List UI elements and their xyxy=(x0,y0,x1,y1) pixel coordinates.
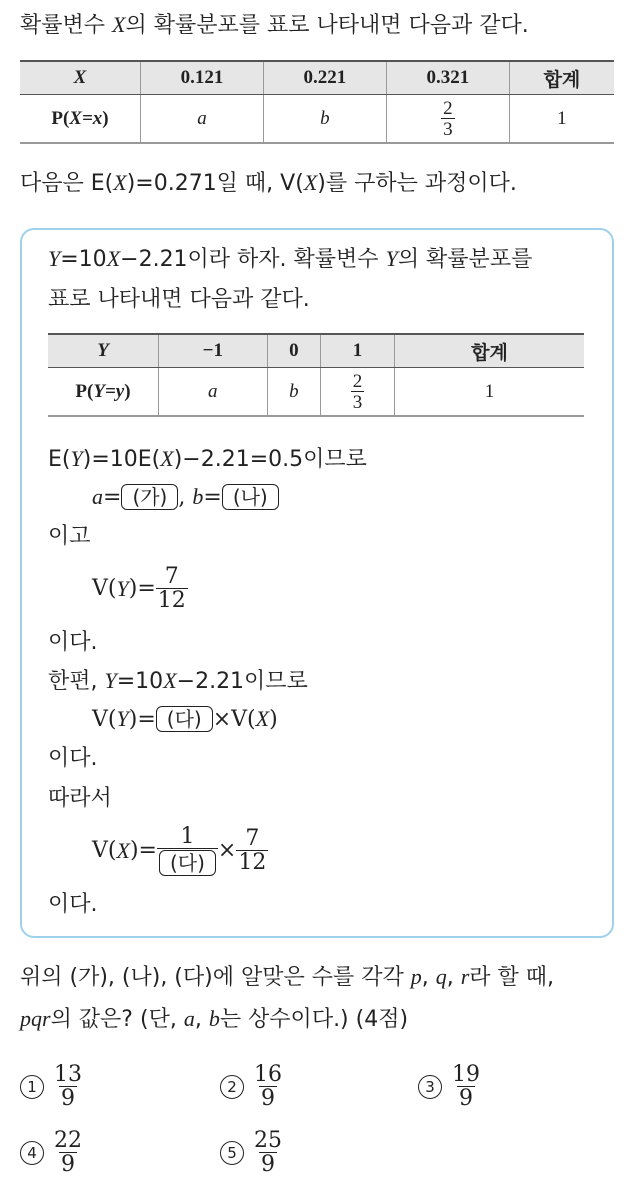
question-line-1: 위의 (가), (나), (다)에 알맞은 수를 각각 p, q, r라 할 때, xyxy=(20,964,555,990)
choice-4[interactable] xyxy=(20,1130,84,1176)
table-x-header-2: 0.221 xyxy=(263,61,386,95)
table-x-row-label: P(X=x) xyxy=(20,95,141,144)
choice-number: 2 xyxy=(220,1075,244,1099)
ida-text-1: 이다. xyxy=(48,630,98,655)
table-y-cell-b: b xyxy=(267,368,320,417)
table-y-cell-frac xyxy=(321,368,395,417)
fraction: $\frac{7}{12}$ xyxy=(157,564,186,613)
variance-relation-line: V(Y)= (다) ×V(X) xyxy=(92,706,278,732)
fraction: $\frac{1}{\text{(다)}}$ xyxy=(157,826,218,876)
meanwhile-line: 한편, Y=10X−2.21이므로 xyxy=(48,668,308,694)
distribution-table-y xyxy=(48,333,584,417)
process-intro-text: 다음은 E(X)=0.271일 때, V(X)를 구하는 과정이다. xyxy=(20,170,517,196)
blank-da: (다) xyxy=(156,706,213,732)
table-x-cell-total: 1 xyxy=(509,95,614,144)
distribution-table-x xyxy=(20,60,614,144)
choice-3[interactable] xyxy=(418,1064,482,1110)
table-y-header-total: 합계 xyxy=(394,334,584,368)
intro-pre: 확률변수 xyxy=(20,13,113,38)
table-y-header-row xyxy=(48,334,584,368)
box-line-1: Y=10X−2.21이라 하자. 확률변수 Y의 확률분포를 xyxy=(48,246,533,272)
table-x-cell-a: a xyxy=(141,95,264,144)
intro-post: 의 확률분포를 표로 나타내면 다음과 같다. xyxy=(125,13,529,38)
fraction: $\frac{22}{9}$ xyxy=(54,1128,82,1177)
fraction: $\frac{19}{9}$ xyxy=(452,1062,480,1111)
question-line-2: pqr의 값은? (단, a, b는 상수이다.) (4점) xyxy=(20,1006,409,1032)
table-y-header-2: 0 xyxy=(267,334,320,368)
fraction: $\frac{2}{3}$ xyxy=(443,97,453,140)
blank-ga: (가) xyxy=(121,484,178,510)
igo-text: 이고 xyxy=(48,524,91,549)
table-y-header-3: 1 xyxy=(321,334,395,368)
box-line-2: 표로 나타내면 다음과 같다. xyxy=(48,287,310,312)
variance-x-line: V( X )= $\frac{1}{\text{(다)}}$ × $\frac{7}{12}$ xyxy=(92,824,267,875)
ab-blanks-line: a= (가) , b= (나) xyxy=(92,484,279,511)
table-x-header-row xyxy=(20,61,614,95)
fraction: $\frac{25}{9}$ xyxy=(254,1128,282,1177)
intro-var: X xyxy=(112,12,126,37)
table-x-header-var: X xyxy=(20,61,141,95)
table-x-cell-frac xyxy=(386,95,509,144)
therefore-text: 따라서 xyxy=(48,786,112,811)
fraction: $\frac{7}{12}$ xyxy=(238,826,267,875)
ida-text-2: 이다. xyxy=(48,746,98,771)
choice-number: 5 xyxy=(220,1141,244,1165)
choice-number: 4 xyxy=(20,1141,44,1165)
choice-2[interactable] xyxy=(220,1064,284,1110)
table-y-prob-row xyxy=(48,368,584,417)
choice-number: 1 xyxy=(20,1075,44,1099)
table-x-cell-b: b xyxy=(263,95,386,144)
blank-na: (나) xyxy=(222,484,279,510)
variance-y-line: V( Y )= $\frac{7}{12}$ xyxy=(92,564,186,613)
expectation-line: E(Y)=10E(X)−2.21=0.5이므로 xyxy=(48,446,367,472)
table-y-cell-total: 1 xyxy=(394,368,584,417)
table-y-header-var: Y xyxy=(48,334,159,368)
fraction: $\frac{13}{9}$ xyxy=(54,1062,82,1111)
table-y-header-1: −1 xyxy=(159,334,268,368)
table-x-prob-row xyxy=(20,95,614,144)
fraction: $\frac{2}{3}$ xyxy=(352,370,363,413)
table-x-header-total: 합계 xyxy=(509,61,614,95)
ida-text-3: 이다. xyxy=(48,892,98,917)
table-x-header-3: 0.321 xyxy=(386,61,509,95)
choice-1[interactable] xyxy=(20,1064,84,1110)
choice-number: 3 xyxy=(418,1075,442,1099)
table-y-row-label: P(Y=y) xyxy=(48,368,159,417)
blank-da-2: (다) xyxy=(159,850,216,876)
choice-5[interactable] xyxy=(220,1130,284,1176)
table-x-header-1: 0.121 xyxy=(141,61,264,95)
fraction: $\frac{16}{9}$ xyxy=(254,1062,282,1111)
table-y-cell-a: a xyxy=(159,368,268,417)
intro-text xyxy=(20,12,529,39)
